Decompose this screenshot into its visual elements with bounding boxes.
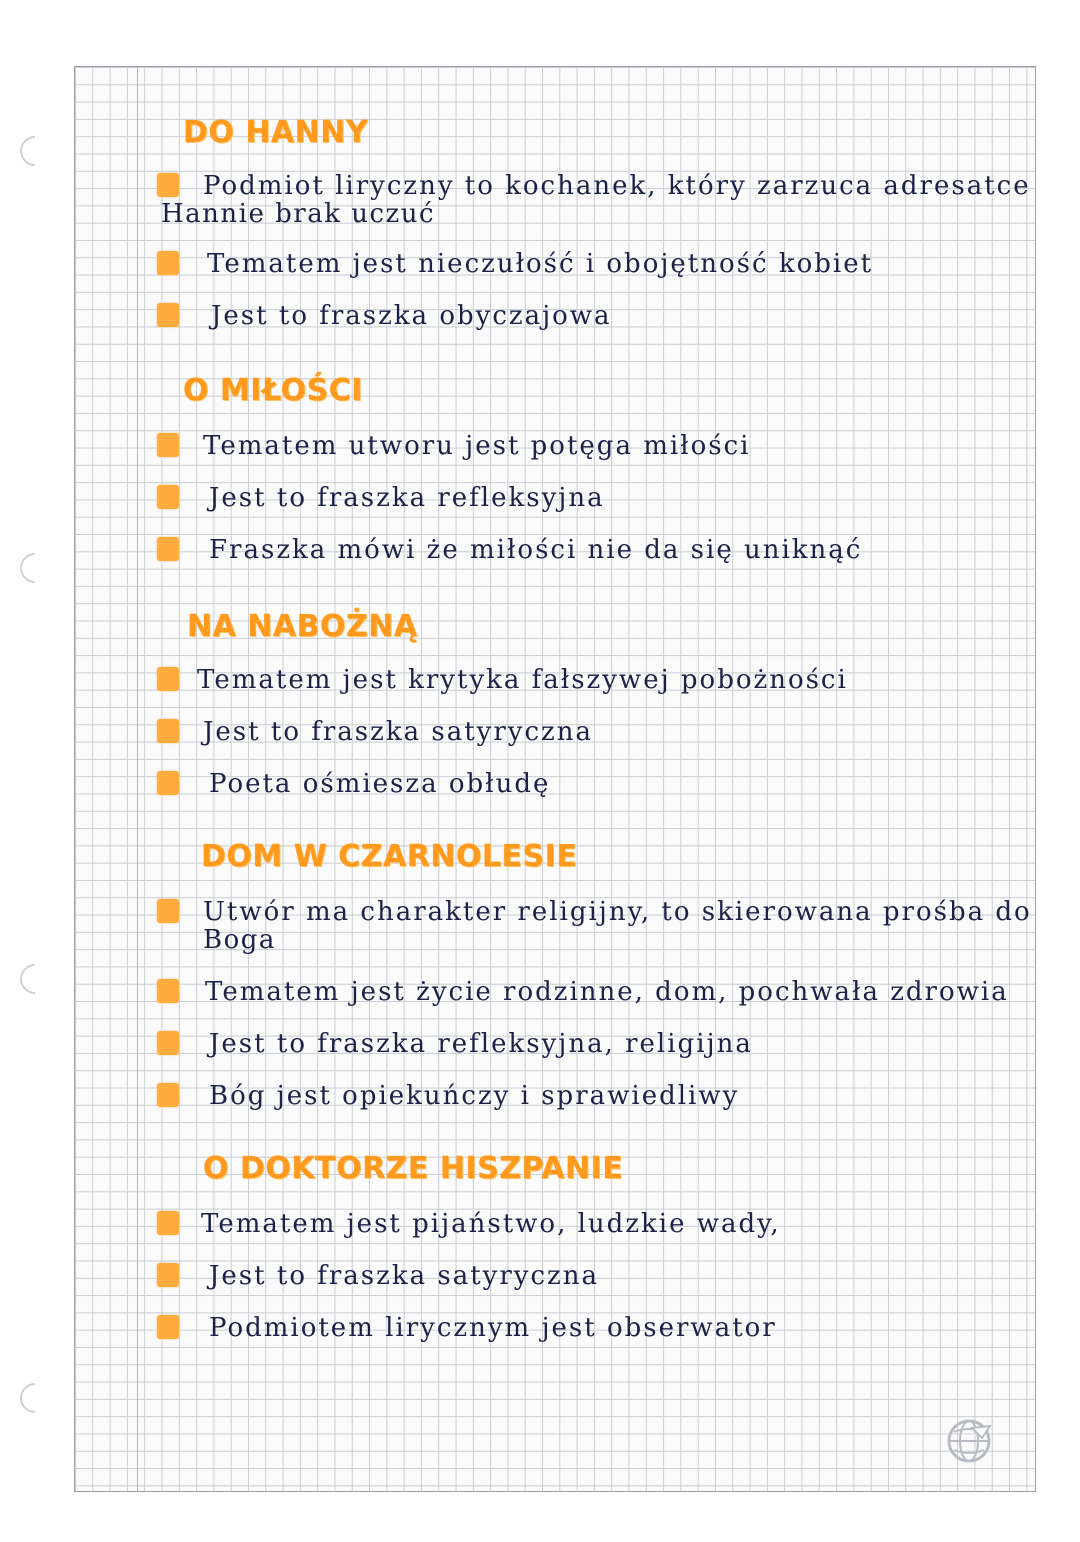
note-line: Jest to fraszka obyczajowa bbox=[211, 301, 612, 331]
highlight-bullet bbox=[157, 485, 179, 509]
margin-line bbox=[137, 67, 138, 1491]
highlight-bullet bbox=[157, 251, 179, 275]
highlight-bullet bbox=[157, 303, 179, 327]
note-line: Tematem jest życie rodzinne, dom, pochwała zdrowia bbox=[205, 977, 1009, 1007]
highlight-bullet bbox=[157, 1263, 179, 1287]
note-line: Utwór ma charakter religijny, to skierowana prośba do bbox=[203, 897, 1032, 927]
section-heading-o-doktorze-hiszpanie: O DOKTORZE HISZPANIE bbox=[203, 1151, 624, 1186]
note-line-continued: Hannie brak uczuć bbox=[161, 199, 436, 229]
section-heading-na-nabozna: NA NABOŻNĄ bbox=[187, 609, 418, 644]
note-line: Podmiotem lirycznym jest obserwator bbox=[209, 1313, 777, 1343]
highlight-bullet bbox=[157, 537, 179, 561]
highlight-bullet bbox=[157, 1083, 179, 1107]
highlight-bullet bbox=[157, 667, 179, 691]
highlight-bullet bbox=[157, 1315, 179, 1339]
highlight-bullet bbox=[157, 979, 179, 1003]
highlight-bullet bbox=[157, 771, 179, 795]
section-heading-dom-w-czarnolesie: DOM W CZARNOLESIE bbox=[201, 839, 578, 874]
note-line: Jest to fraszka satyryczna bbox=[203, 717, 593, 747]
note-line: Tematem utworu jest potęga miłości bbox=[203, 431, 751, 461]
highlight-bullet bbox=[157, 899, 179, 923]
punch-hole-icon bbox=[14, 1377, 56, 1419]
note-line: Poeta ośmiesza obłudę bbox=[209, 769, 551, 799]
punch-hole-icon bbox=[14, 547, 56, 589]
punch-hole-icon bbox=[14, 130, 56, 172]
note-line-continued: Boga bbox=[203, 925, 276, 955]
note-line: Podmiot liryczny to kochanek, który zarzuca adresatce bbox=[203, 171, 1031, 201]
highlight-bullet bbox=[157, 1031, 179, 1055]
graph-paper-sheet bbox=[74, 66, 1036, 1492]
highlight-bullet bbox=[157, 433, 179, 457]
globe-brand-icon bbox=[946, 1418, 992, 1464]
note-line: Tematem jest krytyka fałszywej pobożności bbox=[197, 665, 848, 695]
note-line: Jest to fraszka refleksyjna, religijna bbox=[209, 1029, 753, 1059]
note-line: Fraszka mówi że miłości nie da się uniknąć bbox=[209, 535, 863, 565]
note-line: Tematem jest nieczułość i obojętność kobiet bbox=[207, 249, 874, 279]
section-heading-o-milosci: O MIŁOŚCI bbox=[183, 373, 363, 408]
note-line: Jest to fraszka refleksyjna bbox=[209, 483, 605, 513]
note-line: Bóg jest opiekuńczy i sprawiedliwy bbox=[209, 1081, 740, 1111]
section-heading-do-hanny: DO HANNY bbox=[183, 115, 369, 150]
highlight-bullet bbox=[157, 1211, 179, 1235]
note-line: Tematem jest pijaństwo, ludzkie wady, bbox=[201, 1209, 781, 1239]
punch-hole-icon bbox=[14, 958, 56, 1000]
note-line: Jest to fraszka satyryczna bbox=[209, 1261, 599, 1291]
highlight-bullet bbox=[157, 719, 179, 743]
highlight-bullet bbox=[157, 173, 179, 197]
